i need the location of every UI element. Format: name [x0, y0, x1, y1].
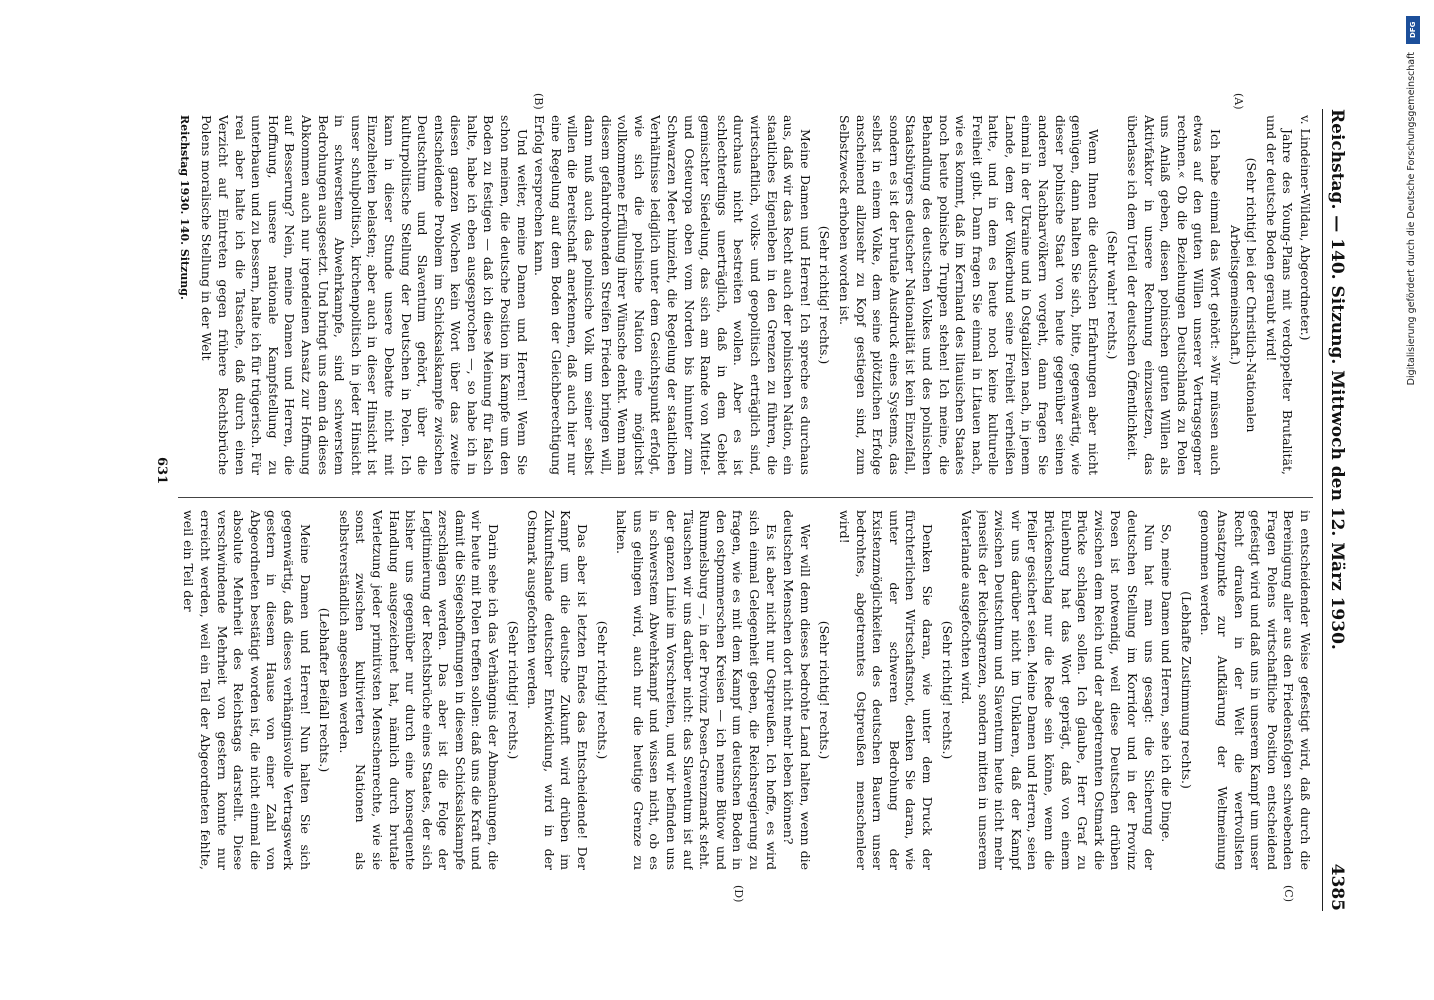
- interjection: (Sehr richtig! rechts.): [817, 225, 833, 365]
- paragraph: Meine Damen und Herren! Nun halten Sie sich gegenwärtig, daß dieses verhängnisvolle Vertragswerk gestern in diesem Hause von einer Zahl von Abgeordneten bestätigt worden ist, die nicht einmal die absolute Mehrheit des Reichstags darstellt. Diese verschwindende Mehrheit von gestern konnte nur erreicht werden, weil ein Teil der Abgeordneten fehlte, weil ein Teil der: [181, 510, 313, 870]
- margin-marker-d: (D): [732, 885, 745, 903]
- paragraph: Es ist aber nicht nur Ostpreußen. Ich hoffe, es wird sich einmal Gelegenheit geben, die Reichsregierung zu fragen, wie es mit dem Kampf um deutschen Boden in den ostpommerschen Kreisen — ich nenne Bütow und Rummelsburg —, in der Provinz Posen-Grenzmark steht. Täuschen wir uns darüber nicht: das Slaventum ist auf der ganzen Linie im Vorschreiten, und wir befinden uns in schwerstem Abwehrkampf und wissen nicht, ob es uns gelingen wird, auch nur die heutige Grenze zu halten.: [614, 510, 779, 870]
- interjection: (Sehr richtig! rechts.): [817, 620, 833, 760]
- paragraph: v. Lindeiner-Wildau, Abgeordneter.): [1298, 115, 1313, 341]
- paragraph: Und weiter, meine Damen und Herren! Wenn Sie schon meinen, die deutsche Position im Kampfe um den Boden zu festigen — daß ich diese Meinung für falsch halte, habe ich eben ausgesprochen —, so habe ich in diesen ganzen Wochen kein Wort über das zweite entscheidende Problem im Schicksalskampfe zwischen Deutschtum und Slaventum gehört, über die kulturpolitische Stellung der Deutschen in Polen. Ich kann in dieser Stunde unsere Debatte nicht mit Einzelheiten belasten; aber auch in dieser Hinsicht ist unser schulpolitisch, kirchenpolitisch in jeder Hinsicht in schwerstem Abwehrkampfe, sind schwerstem Bedrohungen ausgesetzt. Und bringt uns denn da dieses Abkommen auch nur irgendeinen Ansatz zur Hoffnung auf Besserung? Nein, meine Damen und Herren, die Hoffnung, unsere nationale Kampfstellung zu unterbauen und zu bessern, halte ich für trügerisch. Für real aber halte ich die Tatsache, daß durch einen Verzicht auf Eintreten gegen frühere Rechtsbrüche Polens moralische Stellung in der Welt: [199, 115, 530, 475]
- header-page-number: 4385: [1327, 863, 1347, 911]
- paragraph: Jahre des Young-Plans mit verdoppelter Brutalität, und der deutsche Boden geraubt wird!: [1263, 115, 1296, 475]
- right-column: [178, 510, 1313, 870]
- interjection: (Lebhafter Beifall rechts.): [317, 607, 333, 773]
- paragraph: Das aber ist letzten Endes das Entscheidende! Der Kampf um die deutsche Zukunft wird drüben im Zukunftslande deutscher Entwicklung, wird in der Ostmark ausgefochten werden.: [525, 510, 591, 870]
- rotated-page-content: [85, 85, 1365, 935]
- footer-left: Reichstag 1930. 140. Sitzung.: [178, 115, 191, 300]
- margin-marker-a: (A): [1232, 93, 1245, 110]
- paragraph: Ich habe einmal das Wort gehört: »Wir müssen auch etwas auf den guten Willen unserer Vertragsgegner rechnen.« Ob die Beziehungen Deutschlands zu Polen uns Anlaß geben, diesen polnischen guten Willen als Aktivfaktor in unsere Rechnung einzusetzen, das überlasse ich dem Urteil der deutschen Öffentlichkeit.: [1125, 115, 1224, 475]
- interjection: (Sehr wahr! rechts.): [1105, 230, 1121, 360]
- paragraph: Wer will denn dieses bedrohte Land halten, wenn die deutschen Menschen dort nicht mehr leben können?: [781, 510, 813, 870]
- dfg-sidebar: [1396, 8, 1432, 998]
- paragraph: in entscheidender Weise gefestigt wird, daß durch die Bereinigung aller aus den Friedensfolgen schwebenden Fragen Polens wirtschaftliche Position entscheidend gefestigt wird und daß uns in unserem Kampf um unser Recht draußen in der Welt die wertvollsten Ansatzpunkte zur Aufklärung der Weltmeinung genommen werden.: [1198, 510, 1313, 870]
- paragraph: Nun hat man uns gesagt: die Sicherung der deutschen Stellung im Korridor und in der Provinz Posen ist notwendig, weil diese Deutschen drüben zwischen dem Reich und der abgetrennten Ostmark die Brücke schlagen sollen. Ich glaube, Herr Graf zu Eulenburg hat das Wort geprägt, daß von einem Brückenschlag nur die Rede sein könne, wenn die Pfeiler gesichert seien. Meine Damen und Herren, seien wir uns darüber nicht im Unklaren, daß der Kampf zwischen Deutschtum und Slaventum heute nicht mehr jenseits der Reichsgrenzen, sondern mitten in unserem Vaterlande ausgefochten wird.: [959, 510, 1157, 870]
- header-date: Mittwoch den 12. März 1930.: [1327, 370, 1347, 650]
- margin-marker-c: (C): [1282, 885, 1295, 902]
- paragraph: Meine Damen und Herren! Ich spreche es durchaus aus, daß wir das Recht auch der polnischen Nation, ein staatliches Eigenleben in den Grenzen zu führen, die wirtschaftlich, volks- und geopolitisch erträglich sind, durchaus nicht bestreiten wollen. Aber es ist schlechterdings unerträglich, daß in dem Gebiet gemischter Siedelung, das sich am Rande von Mittel- und Osteuropa oben vom Norden bis hinunter zum Schwarzen Meer hinzieht, die Regelung der staatlichen Verhältnisse lediglich unter dem Gesichtspunkt erfolgt, wie sich die polnische Nation eine möglichst vollkommene Erfüllung ihrer Wünsche denkt. Wenn man diesem gefahrdrohenden Streifen Frieden bringen will, dann muß auch das polnische Volk um seiner selbst willen die Bereitschaft anerkennen, daß auch hier nur eine Regelung auf dem Boden der Gleichberechtigung Erfolg versprechen kann.: [532, 115, 813, 475]
- interjection: (Sehr richtig! rechts.): [594, 620, 610, 760]
- paragraph: Denken Sie daran, wie unter dem Druck der fürchterlichen Wirtschaftsnot, denken Sie daran, wie unter der schweren Bedrohung der Existenzmöglichkeiten des deutschen Bauern unser bedrohtes, abgetrenntes Ostpreußen menschenleer wird!: [836, 510, 935, 870]
- left-column: [178, 115, 1313, 475]
- digitization-credit: Digitalisierung gefördert durch die Deutsche Forschungsgemeinschaft: [1406, 52, 1417, 386]
- paragraph: So, meine Damen und Herren, sehe ich die Dinge.: [1159, 524, 1175, 843]
- interjection: (Sehr richtig! rechts.): [939, 620, 955, 760]
- margin-marker-b: (B): [532, 93, 545, 110]
- sheet-number: 631: [154, 457, 169, 485]
- page-header: [1322, 109, 1359, 911]
- column-divider: [178, 497, 1313, 498]
- paragraph: Wenn Ihnen die deutschen Erfahrungen aber nicht genügen, dann halten Sie sich, bitte, gegenwärtig, wie dieser polnische Staat von heute gegenüber seinen anderen Nachbarvölkern vorgeht, dann fragen Sie einmal in der Ukraine und in Ostgalizien nach, in jenem Lande, dem der Völkerbund seine Freiheit verheißen hatte, und in dem es heute noch keine kulturelle Freiheit gibt. Dann fragen Sie einmal in Litauen nach, wie es kommt, daß im Kernland des litauischen Staates noch heute polnische Truppen stehen! Ich meine, die Behandlung des deutschen Volkes und des polnischen Staatsbürgers deutscher Nationalität ist kein Einzelfall, sondern es ist der brutale Ausdruck eines Systems, das selbst in einem Volke, dem seine plötzlichen Erfolge anscheinend allzusehr zu Kopf gestiegen sind, zum Selbstzweck erhoben worden ist.: [836, 115, 1101, 475]
- interjection: (Lebhafte Zustimmung rechts.): [1178, 591, 1194, 789]
- interjection: (Sehr richtig! rechts.): [505, 620, 521, 760]
- scanned-page: [85, 85, 1365, 935]
- interjection: (Sehr richtig! bei der Christlich-Nationalen Arbeitsgemeinschaft.): [1227, 157, 1260, 433]
- paragraph: Darin sehe ich das Verhängnis der Abmachungen, die wir heute mit Polen treffen sollen: daß uns die Kraft und damit die Siegeshoffnungen in diesem Schicksalskampfe zerschlagen werden. Das aber ist die Folge der Legitimierung der Rechtsbrüche eines Staates, der sich bisher uns gegenüber nur durch eine konsequente Handlung ausgezeichnet hat, nämlich durch brutale Verletzung jeder primitivsten Menschenrechte, wie sie sonst zwischen kultivierten Nationen als selbstverständlich angesehen werden.: [336, 510, 502, 870]
- header-left: Reichstag. — 140. Sitzung.: [1327, 109, 1347, 365]
- dfg-logo-icon: DFG: [1406, 16, 1420, 44]
